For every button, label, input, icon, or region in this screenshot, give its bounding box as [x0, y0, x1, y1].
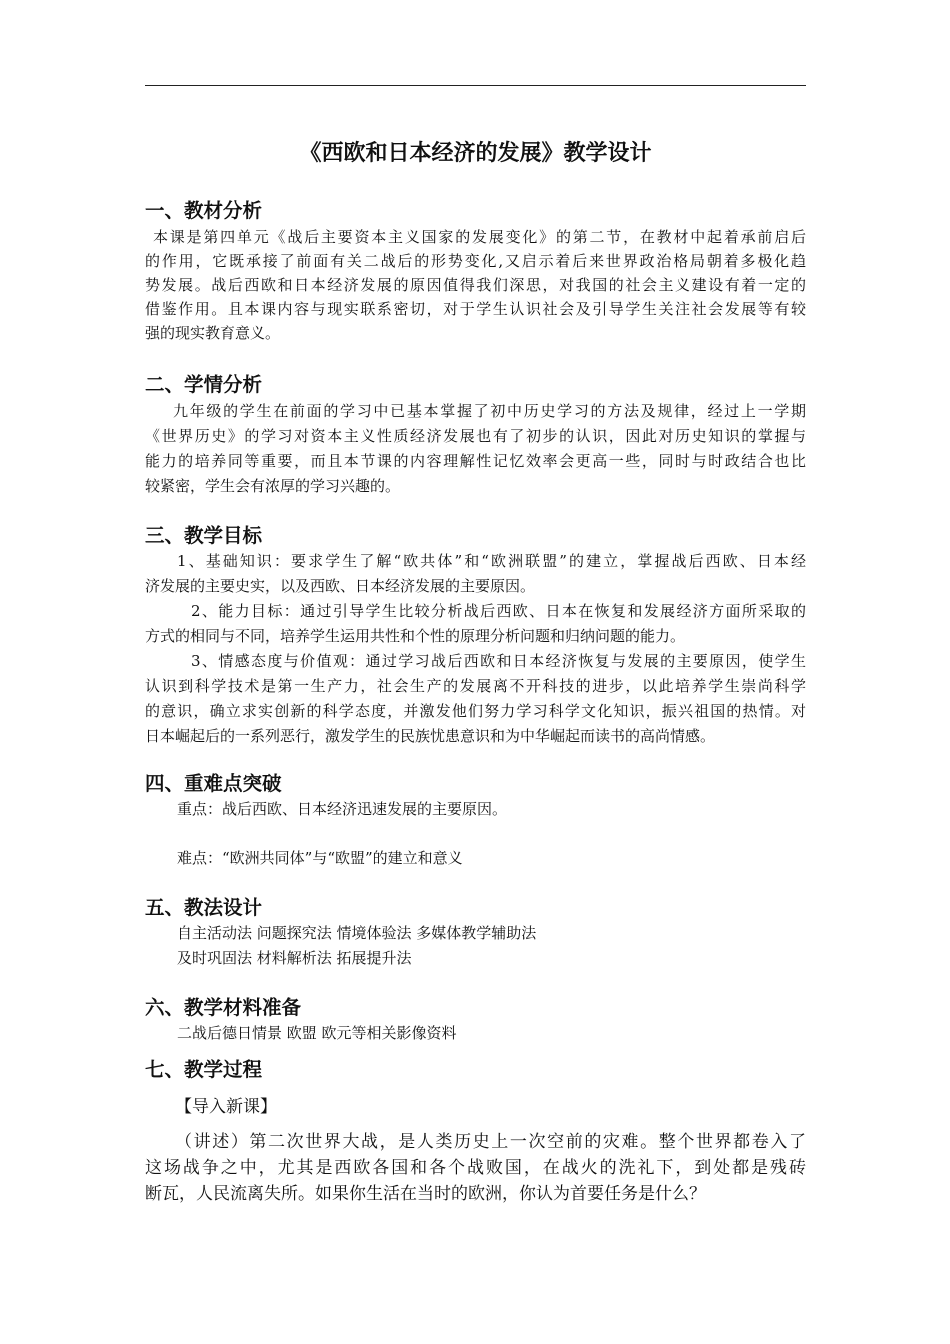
- paragraph-line: 断瓦，人民流离失所。如果你生活在当时的欧洲，你认为首要任务是什么？: [145, 1184, 706, 1204]
- paragraph-line: 日本崛起后的一系列恶行，激发学生的民族忧患意识和为中华崛起而读书的高尚情感。: [145, 727, 716, 745]
- paragraph-line: 难点：“欧洲共同体”与“欧盟”的建立和意义: [177, 849, 463, 867]
- paragraph-line: 能力的培养同等重要，而且本节课的内容理解性记忆效率会更高一些，同时与时政结合也比: [145, 452, 806, 470]
- paragraph-line: 的意识，确立求实创新的科学态度，并激发他们努力学习科学文化知识，振兴祖国的热情。对: [145, 702, 806, 720]
- paragraph-line: 认识到科学技术是第一生产力，社会生产的发展离不开科技的进步，以此培养学生崇尚科学: [145, 677, 806, 695]
- paragraph-line: 【导入新课】: [175, 1097, 277, 1117]
- paragraph-line: 《世界历史》的学习对资本主义性质经济发展也有了初步的认识，因此对历史知识的掌握与: [145, 427, 806, 445]
- section-heading: 五、教法设计: [145, 896, 263, 919]
- paragraph-line: 方式的相同与不同，培养学生运用共性和个性的原理分析问题和归纳问题的能力。: [145, 627, 686, 645]
- paragraph-line: 3、情感态度与价值观：通过学习战后西欧和日本经济恢复与发展的主要原因，使学生: [191, 652, 806, 670]
- section-heading: 二、学情分析: [145, 373, 263, 396]
- section-heading: 四、重难点突破: [145, 772, 282, 795]
- paragraph-line: 本课是第四单元《战后主要资本主义国家的发展变化》的第二节，在教材中起着承前启后: [153, 228, 806, 246]
- paragraph-line: 济发展的主要史实，以及西欧、日本经济发展的主要原因。: [145, 577, 536, 595]
- header-rule: [145, 85, 806, 86]
- section-heading: 一、教材分析: [145, 199, 263, 222]
- paragraph-line: 的作用，它既承接了前面有关二战后的形势变化,又启示着后来世界政治格局朝着多极化趋: [145, 252, 806, 270]
- paragraph-line: 势发展。战后西欧和日本经济发展的原因值得我们深思，对我国的社会主义建设有着一定的: [145, 276, 806, 294]
- paragraph-line: 较紧密，学生会有浓厚的学习兴趣的。: [145, 477, 401, 495]
- paragraph-line: 重点：战后西欧、日本经济迅速发展的主要原因。: [177, 800, 508, 818]
- paragraph-line: （讲述）第二次世界大战，是人类历史上一次空前的灾难。整个世界都卷入了: [175, 1132, 806, 1152]
- paragraph-line: 及时巩固法 材料解析法 拓展提升法: [177, 949, 412, 967]
- section-heading: 七、教学过程: [145, 1058, 263, 1081]
- paragraph-line: 二战后德日情景 欧盟 欧元等相关影像资料: [177, 1024, 457, 1042]
- section-heading: 六、教学材料准备: [145, 996, 302, 1019]
- paragraph-line: 自主活动法 问题探究法 情境体验法 多媒体教学辅助法: [177, 924, 537, 942]
- document-title: 《西欧和日本经济的发展》教学设计: [299, 141, 652, 166]
- paragraph-line: 2、能力目标：通过引导学生比较分析战后西欧、日本在恢复和发展经济方面所采取的: [191, 602, 806, 620]
- paragraph-line: 这场战争之中，尤其是西欧各国和各个战败国，在战火的洗礼下，到处都是残砖: [145, 1158, 806, 1178]
- paragraph-line: 九年级的学生在前面的学习中已基本掌握了初中历史学习的方法及规律，经过上一学期: [173, 402, 806, 420]
- paragraph-line: 强的现实教育意义。: [145, 324, 281, 342]
- paragraph-line: 1、基础知识：要求学生了解“欧共体”和“欧洲联盟”的建立，掌握战后西欧、日本经: [177, 552, 806, 570]
- paragraph-line: 借鉴作用。且本课内容与现实联系密切，对于学生认识社会及引导学生关注社会发展等有较: [145, 300, 806, 318]
- section-heading: 三、教学目标: [145, 524, 263, 547]
